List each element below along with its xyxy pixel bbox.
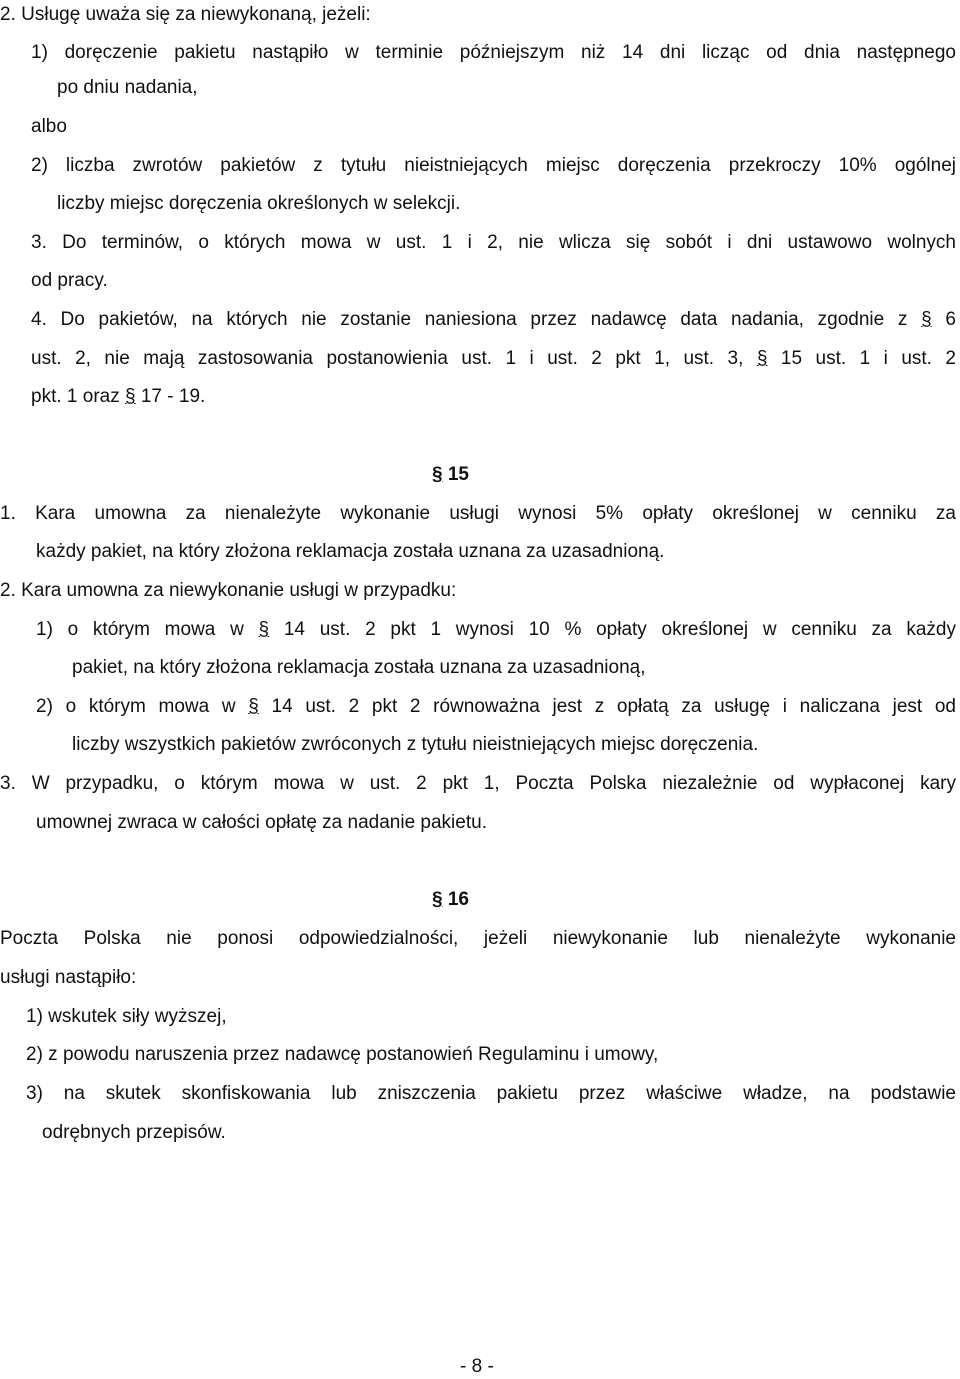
text-line: 4. Do pakietów, na których nie zostanie naniesiona przez nadawcę data nadania, zgodnie z § 6 <box>31 309 956 330</box>
text-line: liczby miejsc doręczenia określonych w selekcji. <box>57 193 461 214</box>
text-line: 3. Do terminów, o których mowa w ust. 1 i 2, nie wlicza się sobót i dni ustawowo wolnych <box>31 232 956 253</box>
text-line: po dniu nadania, <box>57 77 198 98</box>
text-line: albo <box>31 116 67 137</box>
paragraph-sign: § <box>756 348 768 369</box>
text-line: 2. Kara umowna za niewykonanie usługi w przypadku: <box>0 580 457 601</box>
text-line: Poczta Polska nie ponosi odpowiedzialności, jeżeli niewykonanie lub nienależyte wykonanie <box>0 928 956 949</box>
text-line: 3. W przypadku, o którym mowa w ust. 2 pkt 1, Poczta Polska niezależnie od wypłaconej kary <box>0 773 956 794</box>
text-line: usługi nastąpiło: <box>0 967 137 988</box>
paragraph-sign: § <box>432 464 443 485</box>
text-line: ust. 2, nie mają zastosowania postanowienia ust. 1 i ust. 2 pkt 1, ust. 3, § 15 ust. 1 i ust. 2 <box>31 348 956 369</box>
text-line: 1) wskutek siły wyższej, <box>26 1006 227 1027</box>
text-line: 1. Kara umowna za nienależyte wykonanie usługi wynosi 5% opłaty określonej w cenniku za <box>0 503 956 524</box>
paragraph-sign: § <box>432 889 443 910</box>
text-line: liczby wszystkich pakietów zwróconych z tytułu nieistniejących miejsc doręczenia. <box>72 734 759 755</box>
paragraph-sign: § <box>248 696 259 717</box>
page-number: - 8 - <box>460 1356 494 1377</box>
text-line: 2. Usługę uważa się za niewykonaną, jeżeli: <box>0 4 371 25</box>
text-line: umownej zwraca w całości opłatę za nadanie pakietu. <box>36 812 487 833</box>
text-line: 2) o którym mowa w § 14 ust. 2 pkt 2 równoważna jest z opłatą za usługę i naliczana jest od <box>36 696 956 717</box>
paragraph-sign: § <box>921 309 932 330</box>
text-line: pkt. 1 oraz § 17 - 19. <box>31 386 206 407</box>
text-line: 1) doręczenie pakietu nastąpiło w terminie późniejszym niż 14 dni licząc od dnia następnego <box>31 42 956 63</box>
paragraph-sign: § <box>125 386 136 407</box>
paragraph-sign: § <box>258 619 270 640</box>
text-line: pakiet, na który złożona reklamacja została uznana za uzasadnioną, <box>72 657 646 678</box>
text-line: od pracy. <box>31 270 108 291</box>
text-line: 3) na skutek skonfiskowania lub zniszczenia pakietu przez właściwe władze, na podstawie <box>26 1083 956 1104</box>
section-heading-16: § 16 <box>432 889 469 910</box>
section-heading-15: § 15 <box>432 464 469 485</box>
text-line: 2) liczba zwrotów pakietów z tytułu nieistniejących miejsc doręczenia przekroczy 10% ogólnej <box>31 155 956 176</box>
text-line: każdy pakiet, na który złożona reklamacja została uznana za uzasadnioną. <box>36 541 665 562</box>
text-line: 1) o którym mowa w § 14 ust. 2 pkt 1 wynosi 10 % opłaty określonej w cenniku za każdy <box>36 619 956 640</box>
text-line: 2) z powodu naruszenia przez nadawcę postanowień Regulaminu i umowy, <box>26 1044 659 1065</box>
text-line: odrębnych przepisów. <box>42 1122 226 1143</box>
